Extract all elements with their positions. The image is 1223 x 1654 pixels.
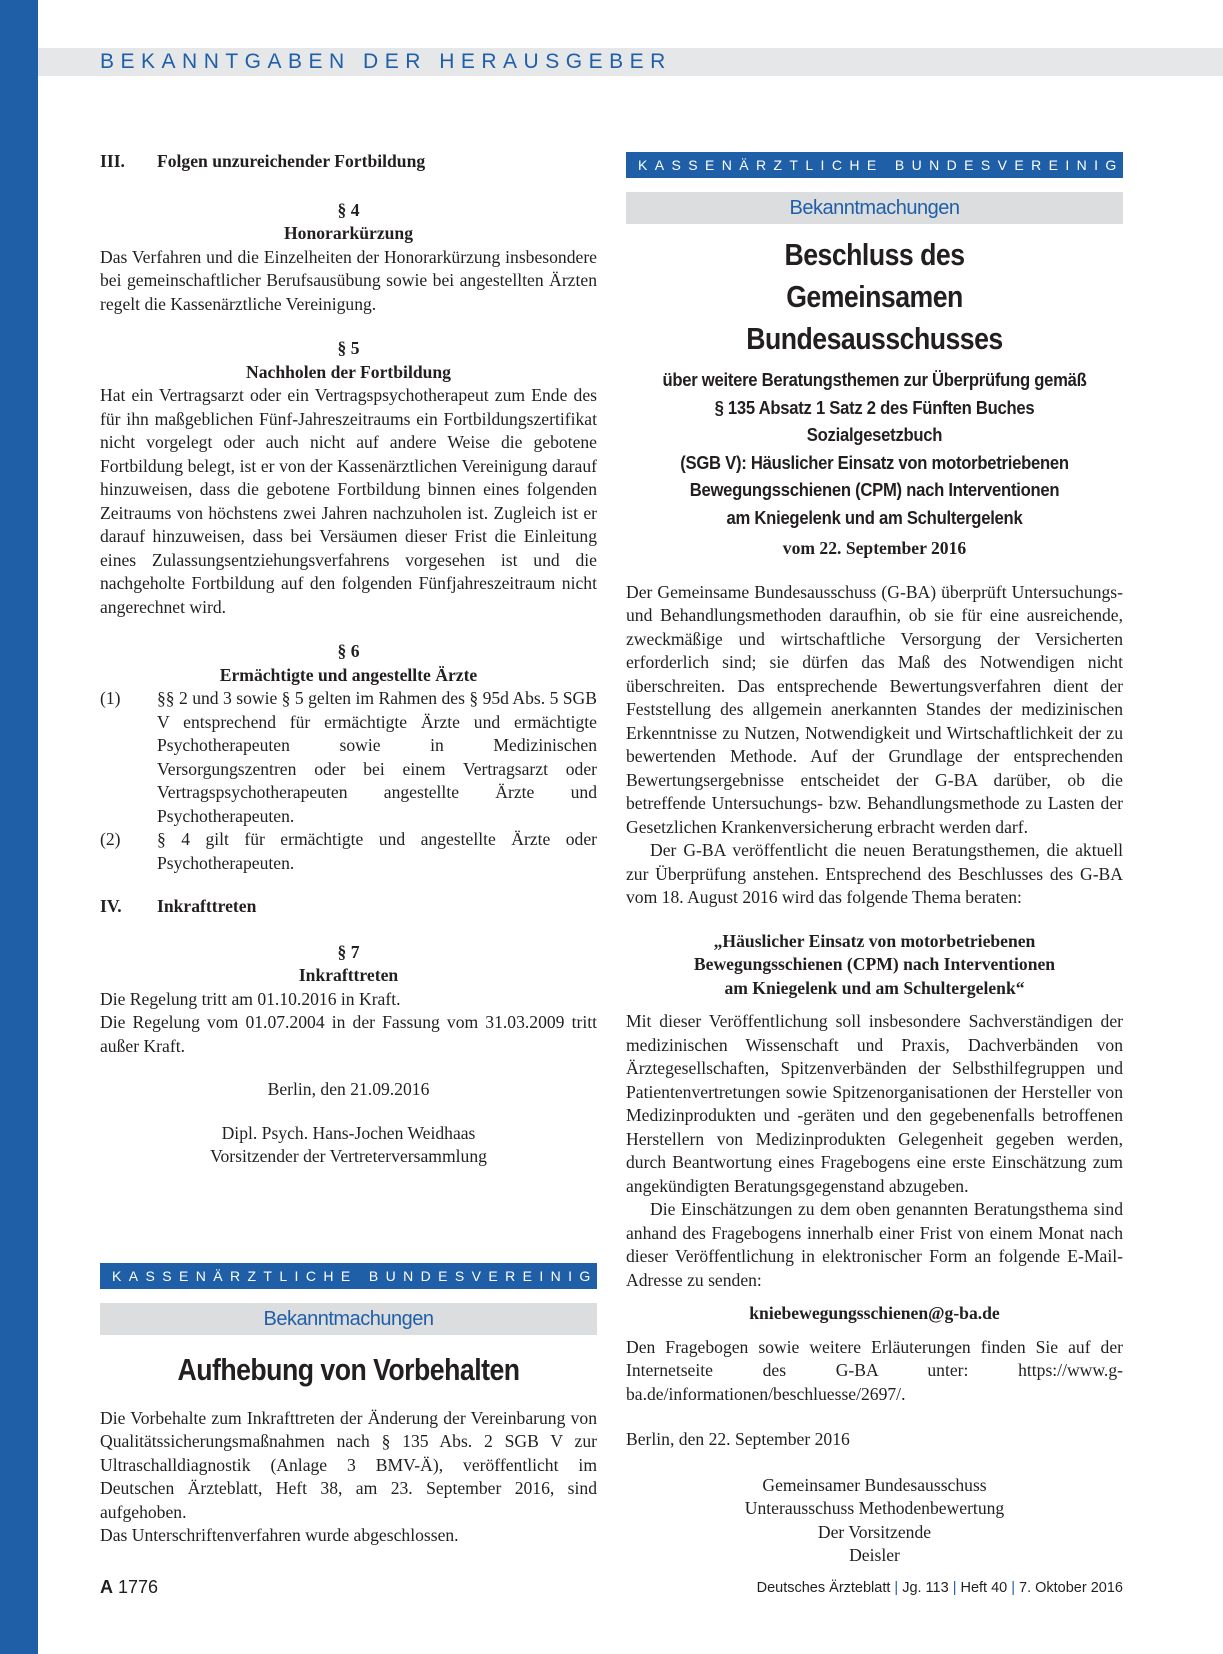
section-iii-heading: [100, 150, 597, 174]
article-subheadline: über weitere Beratungsthemen zur Überprüfung gemäß: [662, 369, 1087, 390]
article-headline: Aufhebung von Vorbehalten: [177, 1351, 520, 1387]
section-iv-heading: [100, 895, 597, 919]
body-paragraph: Der G-BA veröffentlicht die neuen Beratungsthemen, die aktuell zur Überprüfung anstehen. Entsprechend des Beschlusses des G-BA vom 18. August 2016 wird das folgende Thema beraten:: [626, 840, 1123, 907]
edge-color-bar: [0, 0, 38, 1654]
section-number: IV.: [100, 896, 122, 916]
bekanntmachungen-banner: Bekanntmachungen: [626, 192, 1123, 224]
paragraph-line: Die Regelung vom 01.07.2004 in der Fassung vom 31.03.2009 tritt außer Kraft.: [100, 1012, 597, 1056]
paragraph-text: Hat ein Vertragsarzt oder ein Vertragspsychotherapeut zum Ende des für ihn maßgeblichen Fünf-Jahreszeitraums ein Fortbildungszertifikat nicht vorgelegt oder auch nicht auf andere Weise die gebotene Fortbildung belegt, ist er von der Kassenärztlichen Vereinigung darauf hinzuweisen, dass die gebotene Fortbildung binnen eines folgenden Zeitraums von höchstens zwei Jahren nachzuholen ist. Zugleich ist er darauf hinzuweisen, dass bei Versäumen dieser Frist die Einleitung eines Zulassungsentziehungsverfahrens vorgesehen ist und die nachgeholte Fortbildung auf den folgenden Fünfjahreszeitraum nicht angerechnet wird.: [100, 385, 597, 617]
body-paragraph: Mit dieser Veröffentlichung soll insbesondere Sachverständigen der medizinischen Wissenschaft und Praxis, Dachverbänden von Ärztegesellschaften, Spitzenverbänden der Selbsthilfegruppen und Patientenvertretungen sowie Spitzenorganisationen der Hersteller von Medizinprodukten und -geräten und den gegebenenfalls betroffenen Herstellern von Medizinprodukten Gelegenheit gegeben werden, durch Beantwortung eines Fragebogens eine erste Einschätzung zum angekündigten Beratungsgegenstand abzugeben.: [626, 1011, 1123, 1196]
article-headline: Gemeinsamen Bundesausschusses: [746, 279, 1003, 356]
paragraph-title: Nachholen der Fortbildung: [246, 361, 451, 382]
article-headline: Beschluss des: [784, 237, 965, 272]
signature-line: Unterausschuss Methodenbewertung: [744, 1498, 1005, 1518]
list-item-text: § 4 gilt für ermächtigte und angestellte Ärzte oder Psychotherapeuten.: [157, 829, 597, 873]
section-number: III.: [100, 151, 125, 171]
signature-line: Deisler: [849, 1545, 900, 1565]
article-body: Die Vorbehalte zum Inkrafttreten der Änderung der Vereinbarung von Qualitätssicherungsmaßnahmen nach § 135 Abs. 2 SGB V zur Ultraschalldiagnostik (Anlage 3 BMV-Ä), veröffentlicht im Deutschen Ärzteblatt, Heft 38, am 23. September 2016, sind aufgehoben.: [100, 1407, 597, 1522]
topic-title: Bewegungsschienen (CPM) nach Interventionen: [693, 954, 1056, 974]
body-paragraph: Die Einschätzungen zu dem oben genannten Beratungsthema sind anhand des Fragebogens innerhalb einer Frist von einem Monat nach dieser Veröffentlichung in elektronischer Form an folgende E-Mail-Adresse zu senden:: [626, 1199, 1123, 1290]
place-date: Berlin, den 22. September 2016: [626, 1429, 850, 1449]
footer-separator: |: [894, 1580, 899, 1596]
article-body: Das Unterschriftenverfahren wurde abgeschlossen.: [100, 1525, 459, 1545]
list-item: [100, 828, 597, 875]
article-subheadline: (SGB V): Häuslicher Einsatz von motorbetriebenen: [680, 451, 1069, 473]
paragraph-number: § 4: [337, 199, 360, 220]
footer-separator: |: [952, 1580, 957, 1596]
article-date: vom 22. September 2016: [782, 538, 967, 558]
left-column: [100, 150, 652, 1548]
journal-issue: Heft 40: [960, 1580, 1008, 1596]
article-subheadline: § 135 Absatz 1 Satz 2 des Fünften Buches Sozialgesetzbuch: [714, 396, 1035, 445]
topic-title: „Häuslicher Einsatz von motorbetriebenen: [713, 930, 1036, 951]
place-date: Berlin, den 21.09.2016: [267, 1079, 430, 1099]
list-item-number: (1): [100, 688, 121, 708]
kbv-banner: KASSENÄRZTLICHE BUNDESVEREINIGUNG: [626, 152, 1123, 178]
body-paragraph: Der Gemeinsame Bundesausschuss (G-BA) überprüft Untersuchungs- und Behandlungsmethoden daraufhin, ob sie für eine ausreichende, zweckmäßige und wirtschaftliche Versorgung der Versicherten erforderlich sind; sie dürfen das Maß des Notwendigen nicht überschreiten. Das entsprechende Bewertungsverfahren dient der Feststellung des allgemein anerkannten Standes der medizinischen Erkenntnisse zu Nutzen, Notwendigkeit und Wirtschaftlichkeit der zu bewertenden Methode. Auf der Grundlage der entsprechenden Bewertungsergebnisse entscheidet der G-BA darüber, ob die betreffende Untersuchungs- bzw. Behandlungsmethode zu Lasten der Gesetzlichen Krankenversicherung erbracht werden darf.: [626, 581, 1123, 837]
paragraph-number: § 5: [337, 338, 360, 358]
section-title: Folgen unzureichender Fortbildung: [157, 151, 426, 171]
paragraph-line: Die Regelung tritt am 01.10.2016 in Kraft.: [100, 988, 401, 1009]
signer-role: Vorsitzender der Vertreterversammlung: [210, 1146, 487, 1166]
paragraph-title: Inkrafttreten: [298, 965, 399, 985]
topic-title: am Kniegelenk und am Schultergelenk“: [724, 977, 1025, 998]
right-column: [626, 152, 1178, 1568]
page-prefix: A: [100, 1577, 113, 1597]
footer-separator: |: [1011, 1580, 1015, 1596]
paragraph-number: § 7: [337, 941, 360, 962]
journal-date: 7. Oktober 2016: [1019, 1580, 1123, 1596]
paragraph-title: Honorarkürzung: [283, 223, 414, 243]
body-paragraph: Den Fragebogen sowie weitere Erläuterungen finden Sie auf der Internetseite des G-BA unter: https://www.g-ba.de/informationen/beschluesse/2697/.: [626, 1336, 1123, 1404]
page-number: [100, 1577, 158, 1598]
signer-name: Dipl. Psych. Hans-Jochen Weidhaas: [221, 1122, 476, 1143]
journal-name: Deutsches Ärzteblatt: [756, 1580, 891, 1596]
article-subheadline: Bewegungsschienen (CPM) nach Interventionen: [689, 479, 1060, 500]
journal-footer: [757, 1580, 1123, 1596]
journal-volume: Jg. 113: [902, 1580, 949, 1596]
bekanntmachungen-banner: Bekanntmachungen: [100, 1303, 597, 1335]
section-title: Inkrafttreten: [157, 896, 257, 916]
page-header-title: BEKANNTGABEN DER HERAUSGEBER: [100, 50, 672, 73]
kbv-banner: KASSENÄRZTLICHE BUNDESVEREINIGUNG: [100, 1263, 597, 1289]
list-item-number: (2): [100, 829, 121, 849]
page-number-value: 1776: [118, 1577, 159, 1597]
article-subheadline: am Kniegelenk und am Schultergelenk: [726, 506, 1023, 528]
paragraph-text: Das Verfahren und die Einzelheiten der Honorarkürzung insbesondere bei gemeinschaftlicher Berufsausübung sowie bei angestellten Ärzten regelt die Kassenärztliche Vereinigung.: [100, 246, 597, 314]
paragraph-title: Ermächtigte und angestellte Ärzte: [219, 664, 478, 685]
contact-email: kniebewegungsschienen@g-ba.de: [749, 1303, 1000, 1323]
signature-line: Der Vorsitzende: [817, 1521, 932, 1542]
list-item: [100, 687, 597, 828]
paragraph-number: § 6: [337, 641, 360, 661]
signature-line: Gemeinsamer Bundesausschuss: [762, 1474, 987, 1495]
list-item-text: §§ 2 und 3 sowie § 5 gelten im Rahmen des § 95d Abs. 5 SGB V entsprechend für ermächtigte Ärzte und ermächtigte Psychotherapeuten sowie in Medizinischen Versorgungszentren oder bei einem Vertragsarzt oder Vertragspsychotherapeuten angestellte Ärzte und Psychotherapeuten.: [157, 688, 597, 826]
